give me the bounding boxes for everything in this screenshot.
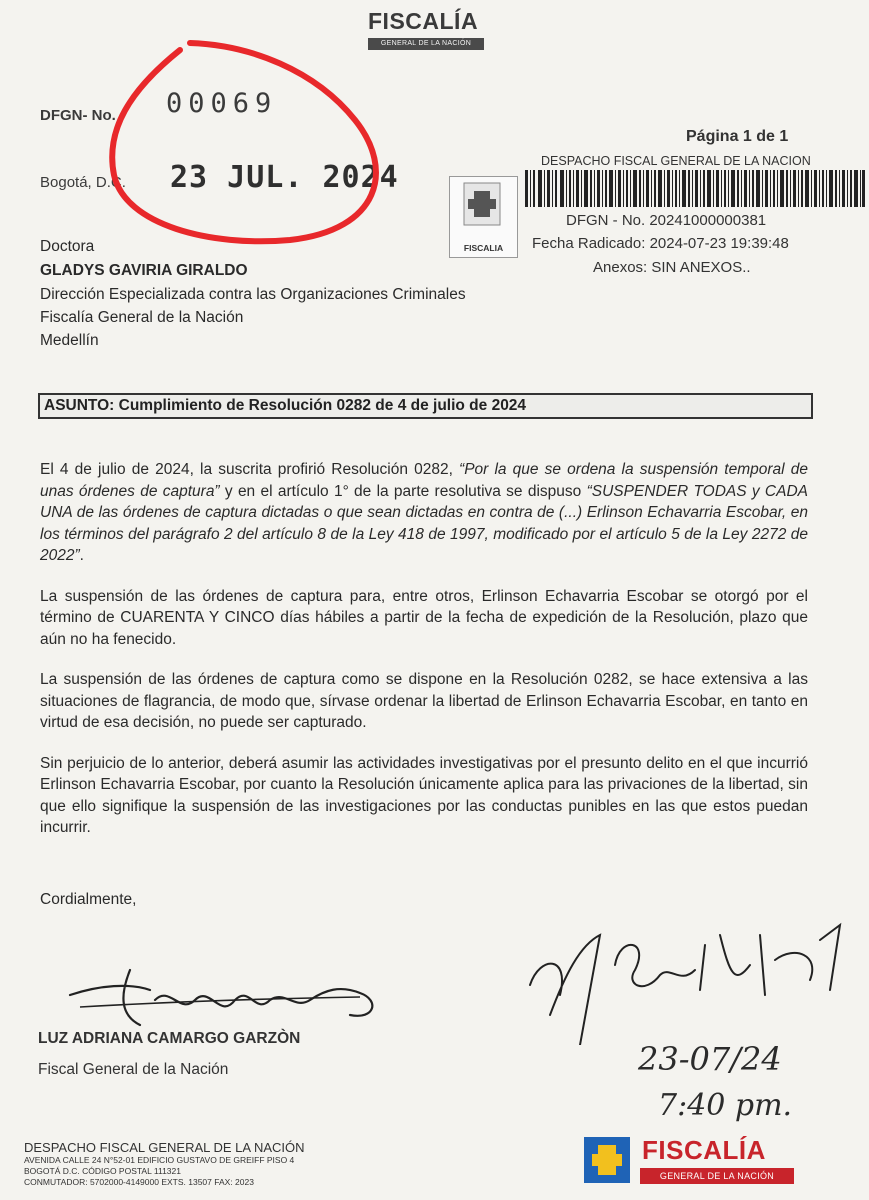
handwritten-date: 23-07/24 xyxy=(638,1040,782,1078)
barcode xyxy=(525,170,865,207)
signer-title: Fiscal General de la Nación xyxy=(38,1061,229,1078)
puzzle-icon xyxy=(450,177,515,237)
subject-text: ASUNTO: Cumplimiento de Resolución 0282 de 4 de julio de 2024 xyxy=(44,397,527,414)
radicado-office: DESPACHO FISCAL GENERAL DE LA NACION xyxy=(541,154,811,168)
red-circle-annotation xyxy=(100,35,400,255)
addressee-city: Medellín xyxy=(40,332,99,349)
fiscalia-stamp-logo xyxy=(449,176,518,258)
logo-subtitle: GENERAL DE LA NACIÓN xyxy=(368,38,484,50)
dfgn-label: DFGN- No. xyxy=(40,107,116,124)
dfgn-number: 00069 xyxy=(166,88,278,119)
addressee-org: Fiscalía General de la Nación xyxy=(40,309,244,326)
addressee-name: GLADYS GAVIRIA GIRALDO xyxy=(40,262,248,279)
bottom-logo-name: FISCALÍA xyxy=(642,1135,766,1165)
paragraph-1: El 4 de julio de 2024, la suscrita profirió Resolución 0282, “Por la que se ordena la suspensión temporal de unas órdenes de captura” y en el artículo 1° de la parte resolutiva se dispuso “SUSPENDER TODAS y CADA UNA de las órdenes de captura dictadas o que sean dictadas en contra de (...) Erlinson Echavarria Escobar, en los términos del parágrafo 2 del artículo 8 de la Ley 418 de 1997, modificado por el artículo 5 de la Ley 2272 de 2022”. xyxy=(40,461,808,564)
bottom-logo-subtitle: GENERAL DE LA NACIÓN xyxy=(640,1168,794,1184)
addressee-dept: Dirección Especializada contra las Organizaciones Criminales xyxy=(40,286,466,303)
footer-office: DESPACHO FISCAL GENERAL DE LA NACIÓN xyxy=(24,1140,305,1155)
footer xyxy=(24,1140,305,1188)
footer-phone: CONMUTADOR: 5702000-4149000 EXTS. 13507 FAX: 2023 xyxy=(24,1177,254,1187)
radicado-number: DFGN - No. 20241000000381 xyxy=(566,212,767,229)
page-info: Página 1 de 1 xyxy=(686,128,789,145)
puzzle-logo-icon xyxy=(582,1135,632,1185)
stamp-caption: FISCALIA xyxy=(463,243,504,253)
letter-body xyxy=(40,459,808,858)
footer-address: AVENIDA CALLE 24 N°52-01 EDIFICIO GUSTAVO DE GREIFF PISO 4 xyxy=(24,1155,295,1165)
paragraph-2: La suspensión de las órdenes de captura para, entre otros, Erlinson Echavarria Escobar se otorgó por el término de CUARENTA Y CINCO días hábiles a partir de la fecha de expedición de la Resolución, plazo que aún no ha fenecido. xyxy=(40,587,808,648)
date-stamp: 23 JUL. 2024 xyxy=(170,160,399,195)
subject-box xyxy=(38,393,813,419)
footer-city: BOGOTÁ D.C. CÓDIGO POSTAL 111321 xyxy=(24,1166,181,1176)
signature-graphic xyxy=(60,955,400,1035)
city-label: Bogotá, D.C. xyxy=(40,174,126,191)
fiscalia-bottom-logo xyxy=(582,1135,796,1187)
closing: Cordialmente, xyxy=(40,891,137,908)
radicado-annexes: Anexos: SIN ANEXOS.. xyxy=(593,259,751,276)
paragraph-3: La suspensión de las órdenes de captura como se dispone en la Resolución 0282, se hace extensiva a las situaciones de flagrancia, de modo que, sírvase ordenar la libertad de Erlinson Echavarria Escobar, en tanto en virtud de esa decisión, no puede ser capturado. xyxy=(40,671,808,731)
radicado-date: Fecha Radicado: 2024-07-23 19:39:48 xyxy=(532,235,789,252)
signer-name: LUZ ADRIANA CAMARGO GARZÒN xyxy=(38,1030,301,1047)
paragraph-4: Sin perjuicio de lo anterior, deberá asumir las actividades investigativas por el presunto delito en el que incurrió Erlinson Echavarria Escobar, por cuanto la Resolución únicamente aplica para las privaciones de la libertad, sin que ello signifique la suspensión de las investigaciones por las conductas punibles en las que estos puedan incurrir. xyxy=(40,754,808,836)
handwritten-receipt-signature xyxy=(520,915,860,1045)
handwritten-time: 7:40 pm. xyxy=(658,1088,793,1123)
addressee-title: Doctora xyxy=(40,238,95,255)
logo-name: FISCALÍA xyxy=(368,8,479,34)
